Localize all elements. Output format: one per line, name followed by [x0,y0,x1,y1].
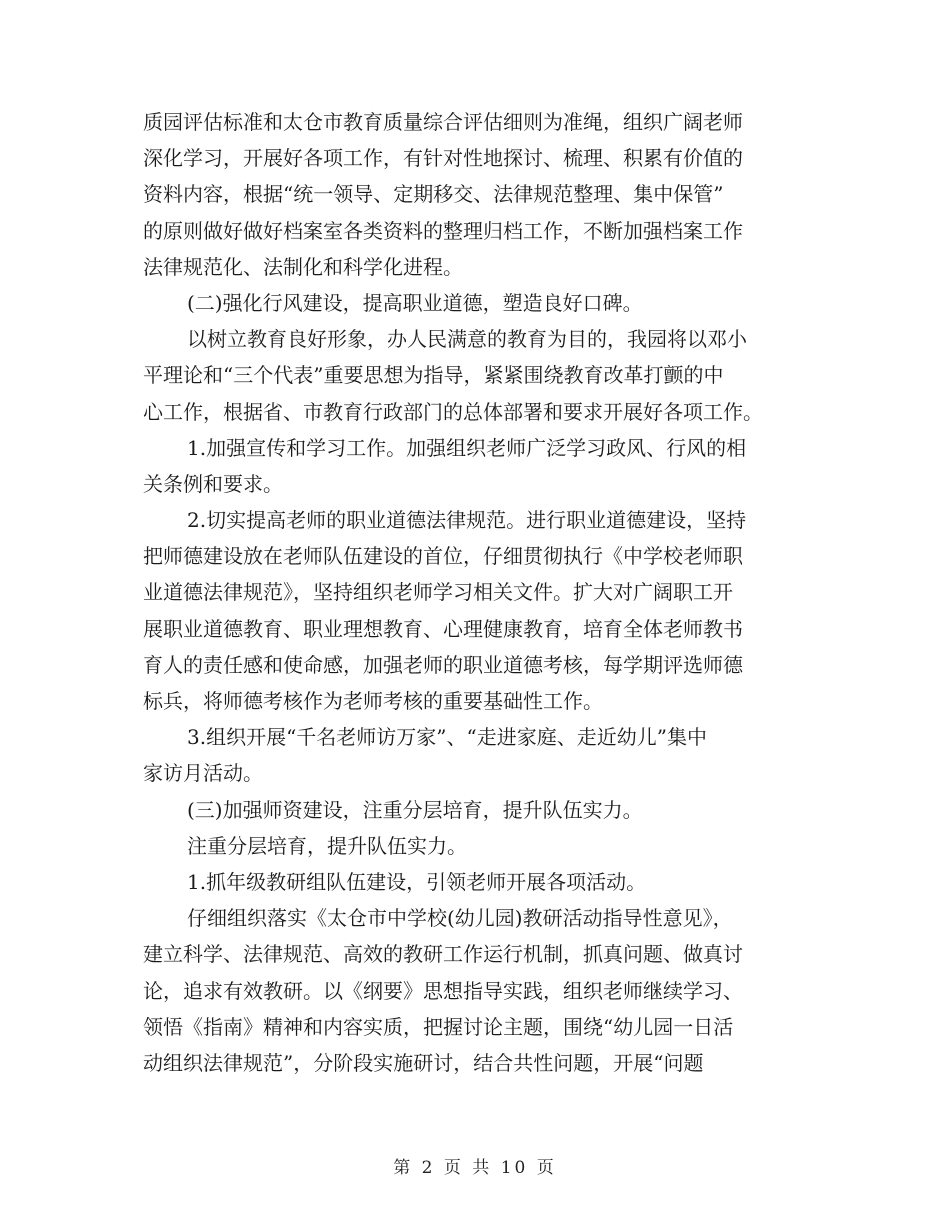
text-line: (二)强化行风建设，提高职业道德，塑造良好口碑。 [187,290,643,315]
text-line: 的原则做好做好档案室各类资料的整理归档工作，不断加强档案工作 [143,218,743,243]
text-line: 以树立教育良好形象，办人民满意的教育为目的，我园将以邓小 [187,327,747,352]
text-line: 标兵，将师德考核作为老师考核的重要基础性工作。 [143,689,603,713]
text-line: 深化学习，开展好各项工作，有针对性地探讨、梳理、积累有价值的 [143,146,743,171]
text-line: 家访月活动。 [143,761,263,786]
text-line: 动组织法律规范”，分阶段实施研讨，结合共性问题，开展“问题 [143,1050,704,1075]
text-line: 业道德法律规范》，坚持组织老师学习相关文件。扩大对广阔职工开 [143,580,733,605]
text-line: 心工作，根据省、市教育行政部门的总体部署和要求开展好各项工作。 [143,399,763,424]
text-line: 把师德建设放在老师队伍建设的首位，仔细贯彻执行《中学校老师职 [143,544,743,569]
text-line: 3.组织开展“千名老师访万家”、“走进家庭、走近幼儿”集中 [187,725,707,750]
text-line: 育人的责任感和使命感，加强老师的职业道德考核，每学期评选师德 [143,652,743,677]
body-text [143,104,815,1081]
text-line: 展职业道德教育、职业理想教育、心理健康教育，培育全体老师教书 [143,616,743,641]
text-line: 注重分层培育，提升队伍实力。 [187,833,467,858]
text-line: 平理论和“三个代表”重要思想为指导，紧紧围绕教育改革打颤的中 [143,363,724,388]
text-line: (三)加强师资建设，注重分层培育，提升队伍实力。 [187,797,643,822]
text-line: 仔细组织落实《太仓市中学校(幼儿园)教研活动指导性意见》， [187,906,733,931]
text-line: 关条例和要求。 [143,471,283,496]
text-line: 1.加强宣传和学习工作。加强组织老师广泛学习政风、行风的相 [187,435,747,460]
page-footer: 第 2 页 共 10 页 [393,1158,557,1178]
text-line: 质园评估标准和太仓市教育质量综合评估细则为准绳，组织广阔老师 [143,110,743,134]
text-line: 资料内容，根据“统一领导、定期移交、法律规范整理、集中保管” [143,182,724,207]
text-line: 建立科学、法律规范、高效的教研工作运行机制，抓真问题、做真讨 [143,942,743,967]
text-line: 论，追求有效教研。以《纲要》思想指导实践，组织老师继续学习、 [143,978,743,1003]
text-line: 2.切实提高老师的职业道德法律规范。进行职业道德建设，坚持 [187,508,747,533]
text-line: 1.抓年级教研组队伍建设，引领老师开展各项活动。 [187,869,647,894]
text-line: 法律规范化、法制化和科学化进程。 [143,254,463,279]
text-line: 领悟《指南》精神和内容实质，把握讨论主题，围绕“幼儿园一日活 [143,1014,734,1039]
